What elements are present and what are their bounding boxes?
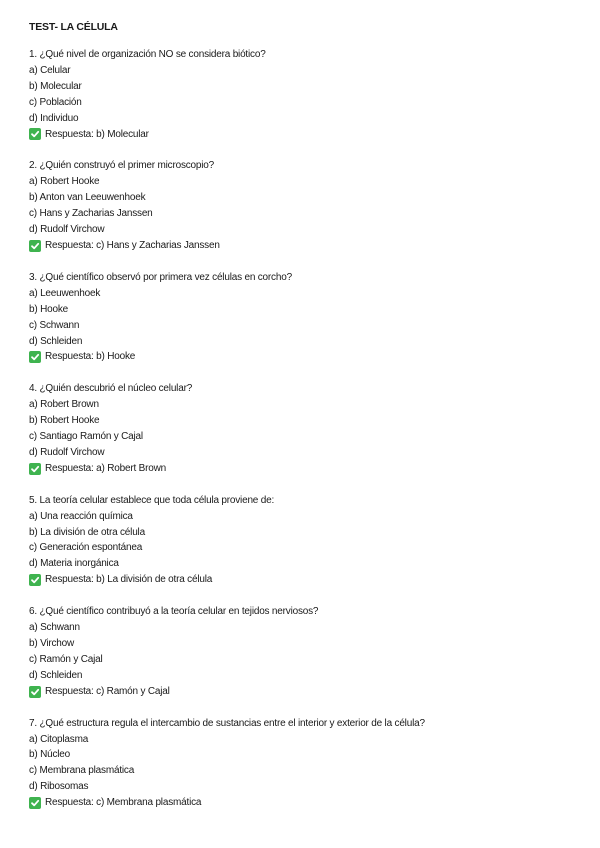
question-block-3 <box>29 270 574 365</box>
answer-line <box>29 795 574 811</box>
option-c: c) Ramón y Cajal <box>29 653 103 665</box>
question-text: 3. ¿Qué científico observó por primera vez células en corcho? <box>29 271 292 283</box>
option-a: a) Celular <box>29 64 71 76</box>
option-c: c) Membrana plasmática <box>29 765 135 777</box>
answer-text: Respuesta: c) Ramón y Cajal <box>45 685 170 697</box>
document-title: TEST- LA CÉLULA <box>29 21 118 33</box>
option-c: c) Schwann <box>29 319 80 331</box>
answer-text: Respuesta: a) Robert Brown <box>45 462 166 474</box>
check-mark-icon <box>29 463 41 475</box>
check-mark-icon <box>29 797 41 809</box>
check-mark-icon <box>29 351 41 363</box>
answer-line <box>29 572 574 588</box>
option-a: a) Robert Hooke <box>29 176 100 188</box>
answer-text: Respuesta: c) Membrana plasmática <box>45 797 202 809</box>
question-block-6 <box>29 604 574 699</box>
check-mark-icon <box>29 240 41 252</box>
question-text: 5. La teoría celular establece que toda célula proviene de: <box>29 494 275 506</box>
option-c: c) Generación espontánea <box>29 542 143 554</box>
question-block-1 <box>29 47 574 142</box>
answer-line <box>29 127 574 143</box>
option-d: d) Rudolf Virchow <box>29 224 105 236</box>
answer-line <box>29 349 574 365</box>
option-d: d) Materia inorgánica <box>29 558 119 570</box>
answer-text: Respuesta: b) Hooke <box>45 351 136 363</box>
answer-line <box>29 461 574 477</box>
option-d: d) Individuo <box>29 112 79 124</box>
question-block-7 <box>29 716 574 811</box>
option-b: b) Anton van Leeuwenhoek <box>29 192 146 204</box>
answer-line <box>29 684 574 700</box>
answer-text: Respuesta: b) Molecular <box>45 128 149 140</box>
question-block-2 <box>29 158 574 253</box>
answer-line <box>29 238 574 254</box>
answer-text: Respuesta: c) Hans y Zacharias Janssen <box>45 239 220 251</box>
option-d: d) Rudolf Virchow <box>29 446 105 458</box>
check-mark-icon <box>29 686 41 698</box>
answer-text: Respuesta: b) La división de otra célula <box>45 574 213 586</box>
option-c: c) Santiago Ramón y Cajal <box>29 431 143 443</box>
option-a: a) Schwann <box>29 622 80 634</box>
option-b: b) Molecular <box>29 80 82 92</box>
question-text: 6. ¿Qué científico contribuyó a la teoría celular en tejidos nerviosos? <box>29 606 319 618</box>
option-d: d) Schleiden <box>29 335 83 347</box>
question-block-5 <box>29 493 574 588</box>
option-a: a) Leeuwenhoek <box>29 287 101 299</box>
option-c: c) Hans y Zacharias Janssen <box>29 208 153 220</box>
option-d: d) Ribosomas <box>29 781 89 793</box>
question-text: 2. ¿Quién construyó el primer microscopio? <box>29 160 215 172</box>
option-a: a) Citoplasma <box>29 733 89 745</box>
option-a: a) Una reacción química <box>29 510 133 522</box>
option-b: b) Robert Hooke <box>29 415 100 427</box>
check-mark-icon <box>29 128 41 140</box>
question-text: 7. ¿Qué estructura regula el intercambio de sustancias entre el interior y exterior de la célula? <box>29 717 425 729</box>
option-b: b) Núcleo <box>29 749 70 761</box>
option-b: b) Virchow <box>29 638 75 649</box>
question-text: 1. ¿Qué nivel de organización NO se considera biótico? <box>29 49 266 60</box>
document-page <box>29 20 574 827</box>
check-mark-icon <box>29 574 41 586</box>
option-a: a) Robert Brown <box>29 399 99 411</box>
question-block-4 <box>29 381 574 476</box>
option-c: c) Población <box>29 96 82 108</box>
option-b: b) La división de otra célula <box>29 526 145 538</box>
option-d: d) Schleiden <box>29 669 83 681</box>
option-b: b) Hooke <box>29 303 68 315</box>
question-text: 4. ¿Quién descubrió el núcleo celular? <box>29 383 193 395</box>
